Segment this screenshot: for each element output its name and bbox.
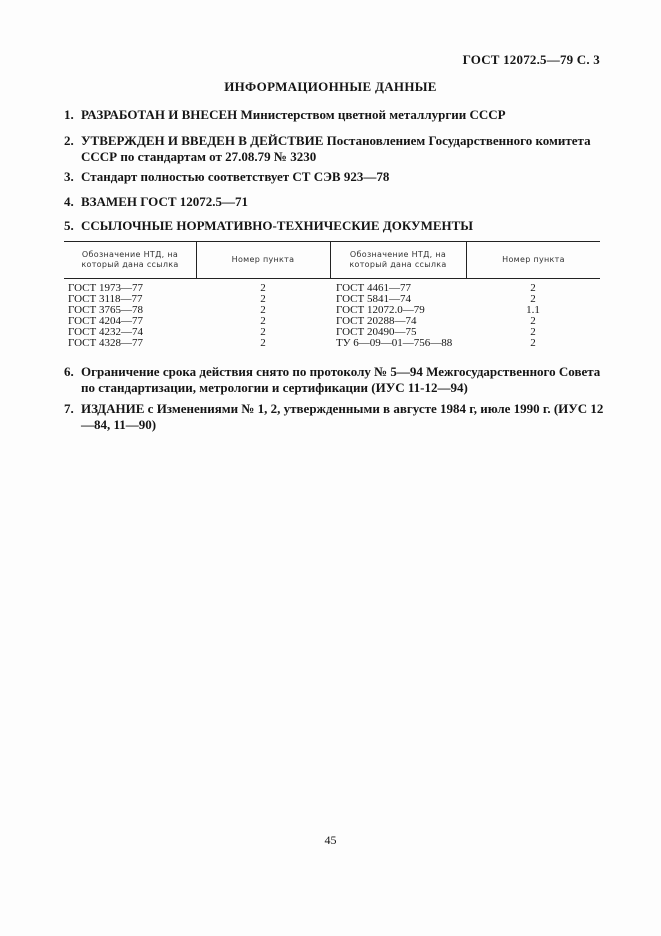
item-lead: ИЗДАНИЕ [81,401,145,416]
clause-number: 2 [530,337,536,349]
item-text: Министерством цветной металлургии СССР [237,107,506,122]
table-row [64,327,600,338]
ntd-code: ГОСТ 3765—78 [68,304,143,316]
document-code: ГОСТ 12072.5—79 С. 3 [462,52,600,67]
item-number: 2. [64,133,74,148]
column-header: Обозначение НТД, на который дана ссылка [349,249,447,269]
ntd-code: ГОСТ 3118—77 [68,293,143,305]
table-row [64,294,600,305]
reference-table [64,241,600,351]
table-row [64,316,600,327]
item-number: 6. [64,364,74,379]
ntd-code: ГОСТ 20490—75 [336,326,417,338]
item-number: 4. [64,194,74,209]
column-header: Номер пункта [231,254,295,264]
item-text: Стандарт полностью соответствует СТ СЭВ 923—78 [81,169,390,184]
item-text: Ограничение срока действия снято по протоколу № 5—94 Межгосударственного Совета по стандартизации, метрологии и сертификации (ИУС 11-12—94) [81,364,601,395]
ntd-code: ГОСТ 5841—74 [336,293,411,305]
table-row [64,283,600,294]
item-number: 3. [64,169,74,184]
ntd-code: ГОСТ 4204—77 [68,315,143,327]
ntd-code: ГОСТ 4328—77 [68,337,143,349]
item-lead: ССЫЛОЧНЫЕ НОРМАТИВНО-ТЕХНИЧЕСКИЕ ДОКУМЕНТЫ [81,218,474,233]
item-lead: УТВЕРЖДЕН И ВВЕДЕН В ДЕЙСТВИЕ [81,133,324,148]
item-text: с Изменениями № 1, 2, утвержденными в августе 1984 г, июле 1990 г. (ИУС 12—84, 11—90) [81,401,604,432]
ntd-code: ГОСТ 12072.0—79 [336,304,425,316]
item-text: Постановлением Государственного комитета СССР по стандартам от 27.08.79 № 3230 [81,133,591,164]
clause-number: 2 [260,326,266,338]
table-header-rule [64,278,600,279]
clause-number: 2 [530,293,536,305]
item-lead: ВЗАМЕН ГОСТ 12072.5—71 [81,194,249,209]
column-header: Номер пункта [502,254,565,264]
clause-number: 2 [260,304,266,316]
clause-number: 2 [260,293,266,305]
table-body [64,283,600,349]
item-number: 7. [64,401,74,416]
clause-number: 2 [530,282,536,294]
ntd-code: ГОСТ 1973—77 [68,282,143,294]
clause-number: 2 [260,315,266,327]
clause-number: 2 [260,337,266,349]
section-title: ИНФОРМАЦИОННЫЕ ДАННЫЕ [224,79,437,94]
ntd-code: ГОСТ 4461—77 [336,282,411,294]
item-number: 5. [64,218,74,233]
column-header: Обозначение НТД, на который дана ссылка [81,249,179,269]
clause-number: 2 [530,315,536,327]
item-number: 1. [64,107,74,122]
clause-number: 2 [530,326,536,338]
ntd-code: ГОСТ 4232—74 [68,326,143,338]
table-row [64,305,600,316]
clause-number: 2 [260,282,266,294]
table-row [64,338,600,349]
clause-number: 1.1 [526,304,540,316]
ntd-code: ТУ 6—09—01—756—88 [336,337,453,349]
item-lead: РАЗРАБОТАН И ВНЕСЕН [81,107,238,122]
ntd-code: ГОСТ 20288—74 [336,315,417,327]
table-header-row [64,241,600,278]
page-number: 45 [324,833,337,847]
